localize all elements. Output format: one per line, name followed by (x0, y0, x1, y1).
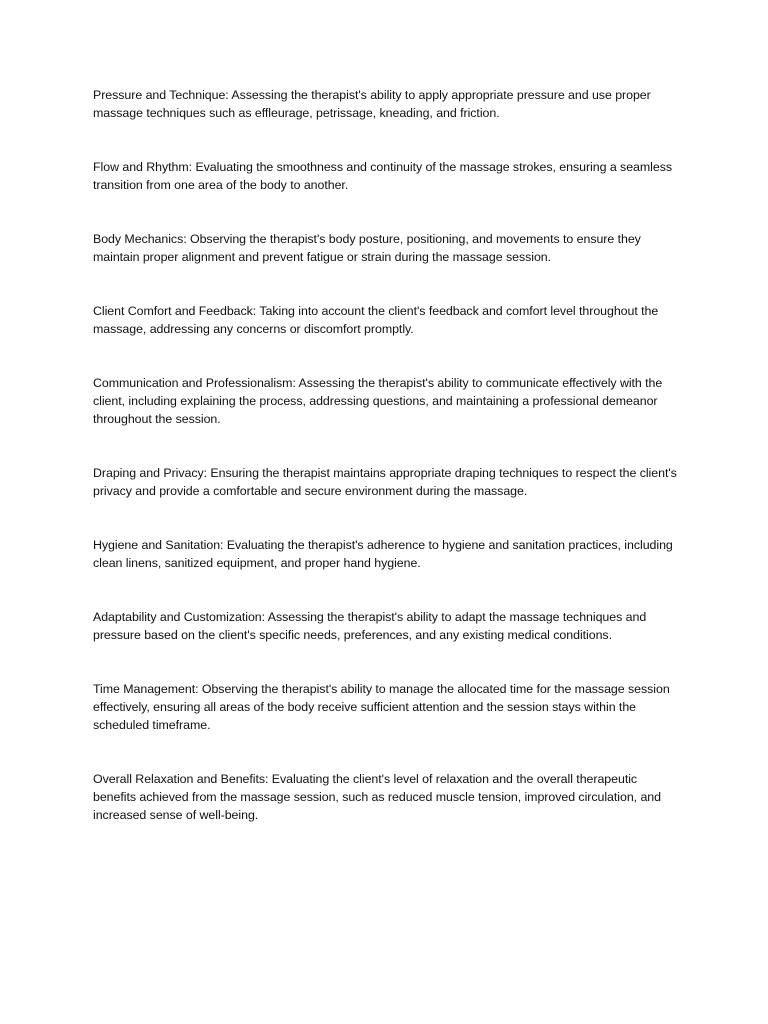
paragraph-flow-rhythm: Flow and Rhythm: Evaluating the smoothness and continuity of the massage strokes, ensuring a seamless transition from one area of the body to another. (93, 160, 672, 192)
paragraph-overall-relaxation: Overall Relaxation and Benefits: Evaluating the client's level of relaxation and the overall therapeutic benefits achieved from the massage session, such as reduced muscle tension, improved circulation, and increased sense of well-being. (93, 772, 661, 822)
paragraph-draping-privacy: Draping and Privacy: Ensuring the therapist maintains appropriate draping techniques to respect the client's privacy and provide a comfortable and secure environment during the massage. (93, 466, 677, 498)
paragraph-hygiene-sanitation: Hygiene and Sanitation: Evaluating the therapist's adherence to hygiene and sanitation practices, including clean linens, sanitized equipment, and proper hand hygiene. (93, 538, 673, 570)
paragraph-adaptability: Adaptability and Customization: Assessing the therapist's ability to adapt the massage techniques and pressure based on the client's specific needs, preferences, and any existing medical conditions. (93, 610, 647, 642)
paragraph-communication: Communication and Professionalism: Assessing the therapist's ability to communicate effectively with the client, including explaining the process, addressing questions, and maintaining a professional demeanor throughout the session. (93, 376, 663, 426)
document-body (93, 86, 683, 860)
paragraph-body-mechanics: Body Mechanics: Observing the therapist's body posture, positioning, and movements to ensure they maintain proper alignment and prevent fatigue or strain during the massage session. (93, 232, 641, 264)
paragraph-time-management: Time Management: Observing the therapist's ability to manage the allocated time for the massage session effectively, ensuring all areas of the body receive sufficient attention and the session stays within the scheduled timeframe. (93, 682, 670, 732)
paragraph-client-comfort: Client Comfort and Feedback: Taking into account the client's feedback and comfort level throughout the massage, addressing any concerns or discomfort promptly. (93, 304, 659, 336)
paragraph-pressure-technique: Pressure and Technique: Assessing the therapist's ability to apply appropriate pressure and use proper massage techniques such as effleurage, petrissage, kneading, and friction. (93, 88, 651, 120)
